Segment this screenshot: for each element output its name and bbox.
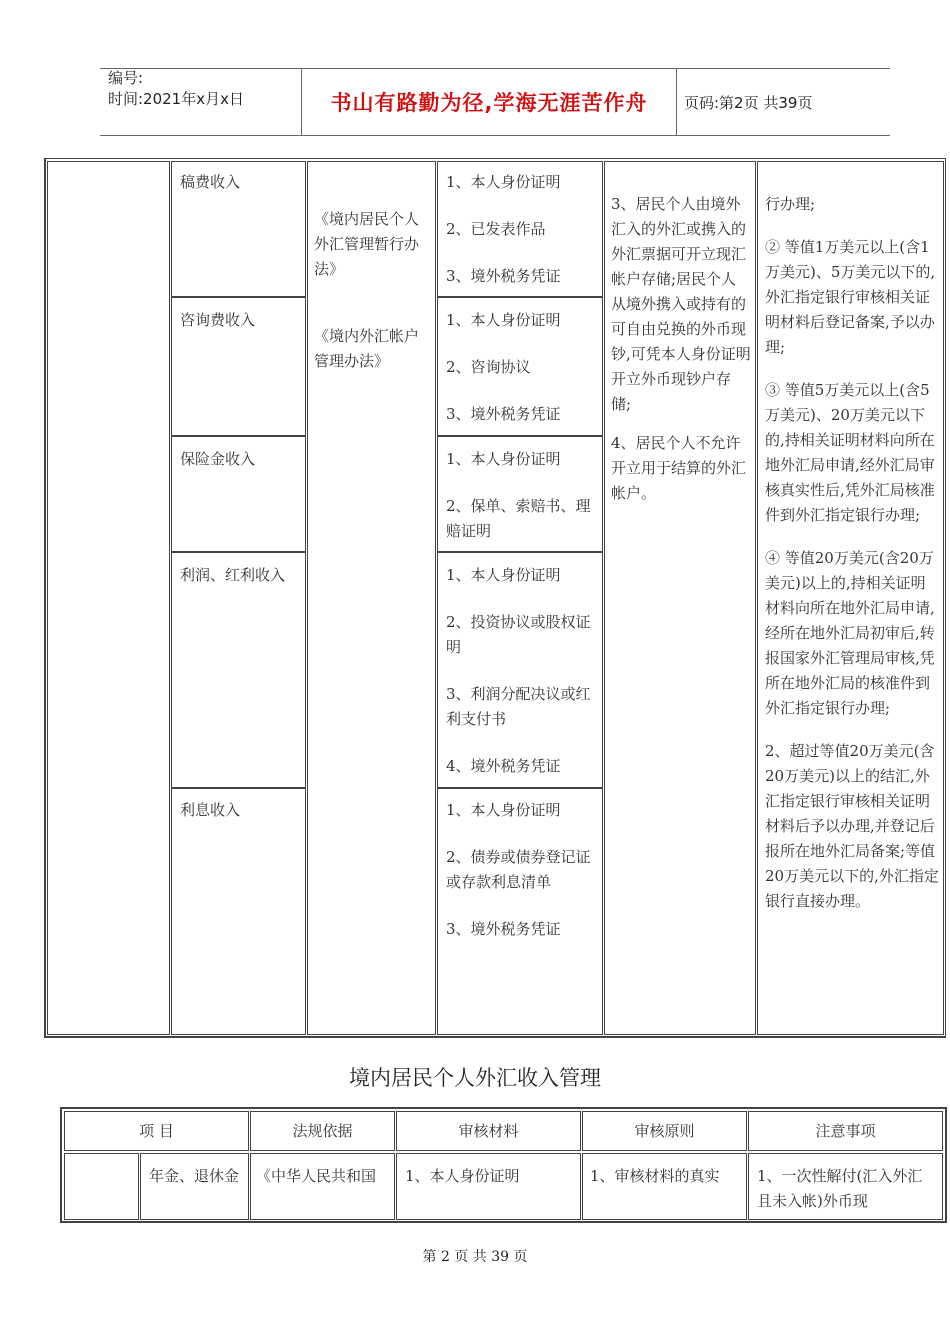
item-label: 利息收入 <box>180 801 241 819</box>
header-info <box>108 68 244 110</box>
material-item: 1、本人身份证明 <box>446 801 561 819</box>
materials-list <box>446 563 596 779</box>
item-label: 稿费收入 <box>180 173 241 191</box>
category-cell <box>64 1153 139 1220</box>
item-label: 保险金收入 <box>180 450 256 468</box>
law-text: 《中华人民共和国 <box>256 1167 377 1185</box>
material-item: 3、境外税务凭证 <box>446 920 561 938</box>
material-item: 1、本人身份证明 <box>446 566 561 584</box>
material-item: 2、保单、索赔书、理赔证明 <box>446 497 591 540</box>
material-item: 2、投资协议或股权证明 <box>446 613 591 656</box>
principle-item: 3、居民个人由境外汇入的外汇或携入的外汇票据可开立现汇帐户存储;居民个人从境外携入或持有的可自由兑换的外币现钞,可凭本人身份证明开立外币现钞户存储; <box>611 195 751 413</box>
material-item: 1、本人身份证明 <box>446 311 561 329</box>
document-number: 编号: <box>108 69 144 87</box>
material-item: 4、境外税务凭证 <box>446 757 561 775</box>
header-motto: 书山有路勤为径,学海无涯苦作舟 <box>330 91 648 115</box>
item-label: 咨询费收入 <box>180 311 256 329</box>
material-item: 3、利润分配决议或红利支付书 <box>446 685 591 728</box>
materials-list <box>446 308 596 427</box>
materials-list <box>446 798 596 942</box>
column-header: 审核材料 <box>458 1122 519 1140</box>
column-header: 审核原则 <box>634 1122 695 1140</box>
principle-item: 4、居民个人不允许开立用于结算的外汇帐户。 <box>611 434 747 502</box>
item-cell <box>171 788 306 1035</box>
material-item: 1、本人身份证明 <box>446 173 561 191</box>
material-item: 1、本人身份证明 <box>446 450 561 468</box>
material-item: 2、咨询协议 <box>446 358 531 376</box>
materials-list <box>446 447 596 544</box>
note-item: 行办理; <box>765 195 816 213</box>
materials-list <box>446 170 596 289</box>
section-title: 境内居民个人外汇收入管理 <box>349 1066 601 1090</box>
note-item: ③ 等值5万美元以上(含5万美元)、20万美元以下的,持相关证明材料向所在地外汇局申请,经外汇局审核真实性后,凭外汇局核准件到外汇指定银行办理; <box>765 381 935 524</box>
item-label: 年金、退休金 <box>149 1167 240 1185</box>
notes-text <box>765 192 939 914</box>
principle-text: 1、审核材料的真实 <box>590 1167 720 1185</box>
column-header: 项 目 <box>139 1122 174 1140</box>
header-page-number: 页码:第2页 共39页 <box>684 94 813 112</box>
material-item: 2、债券或债券登记证或存款利息清单 <box>446 848 591 891</box>
principles-text <box>611 192 751 506</box>
law-basis-item: 《境内外汇帐户管理办法》 <box>314 327 420 370</box>
category-cell <box>47 161 170 1035</box>
document-time: 时间:2021年x月x日 <box>108 90 244 108</box>
column-header: 法规依据 <box>292 1122 353 1140</box>
item-label: 利润、红利收入 <box>180 566 286 584</box>
note-item: 2、超过等值20万美元(含20万美元)以上的结汇,外汇指定银行审核相关证明材料后予以办理,并登记后报所在地外汇局备案;等值20万美元以下的,外汇指定银行直接办理。 <box>765 742 939 910</box>
material-item: 3、境外税务凭证 <box>446 267 561 285</box>
column-header: 注意事项 <box>815 1122 876 1140</box>
note-item: ④ 等值20万美元(含20万美元)以上的,持相关证明材料向所在地外汇局申请,经所在地外汇局初审后,转报国家外汇管理局审核,凭所在地外汇局的核准件到外汇指定银行办理; <box>765 549 935 717</box>
law-basis-text <box>314 192 432 389</box>
page-footer: 第 2 页 共 39 页 <box>422 1249 528 1265</box>
note-item: ② 等值1万美元以上(含1万美元)、5万美元以下的,外汇指定银行审核相关证明材料后登记备案,予以办理; <box>765 238 936 356</box>
law-basis-item: 《境内居民个人外汇管理暂行办法》 <box>314 210 420 278</box>
material-item: 3、境外税务凭证 <box>446 405 561 423</box>
material-text: 1、本人身份证明 <box>405 1167 520 1185</box>
note-text: 1、一次性解付(汇入外汇且未入帐)外币现 <box>757 1167 923 1210</box>
material-item: 2、已发表作品 <box>446 220 546 238</box>
